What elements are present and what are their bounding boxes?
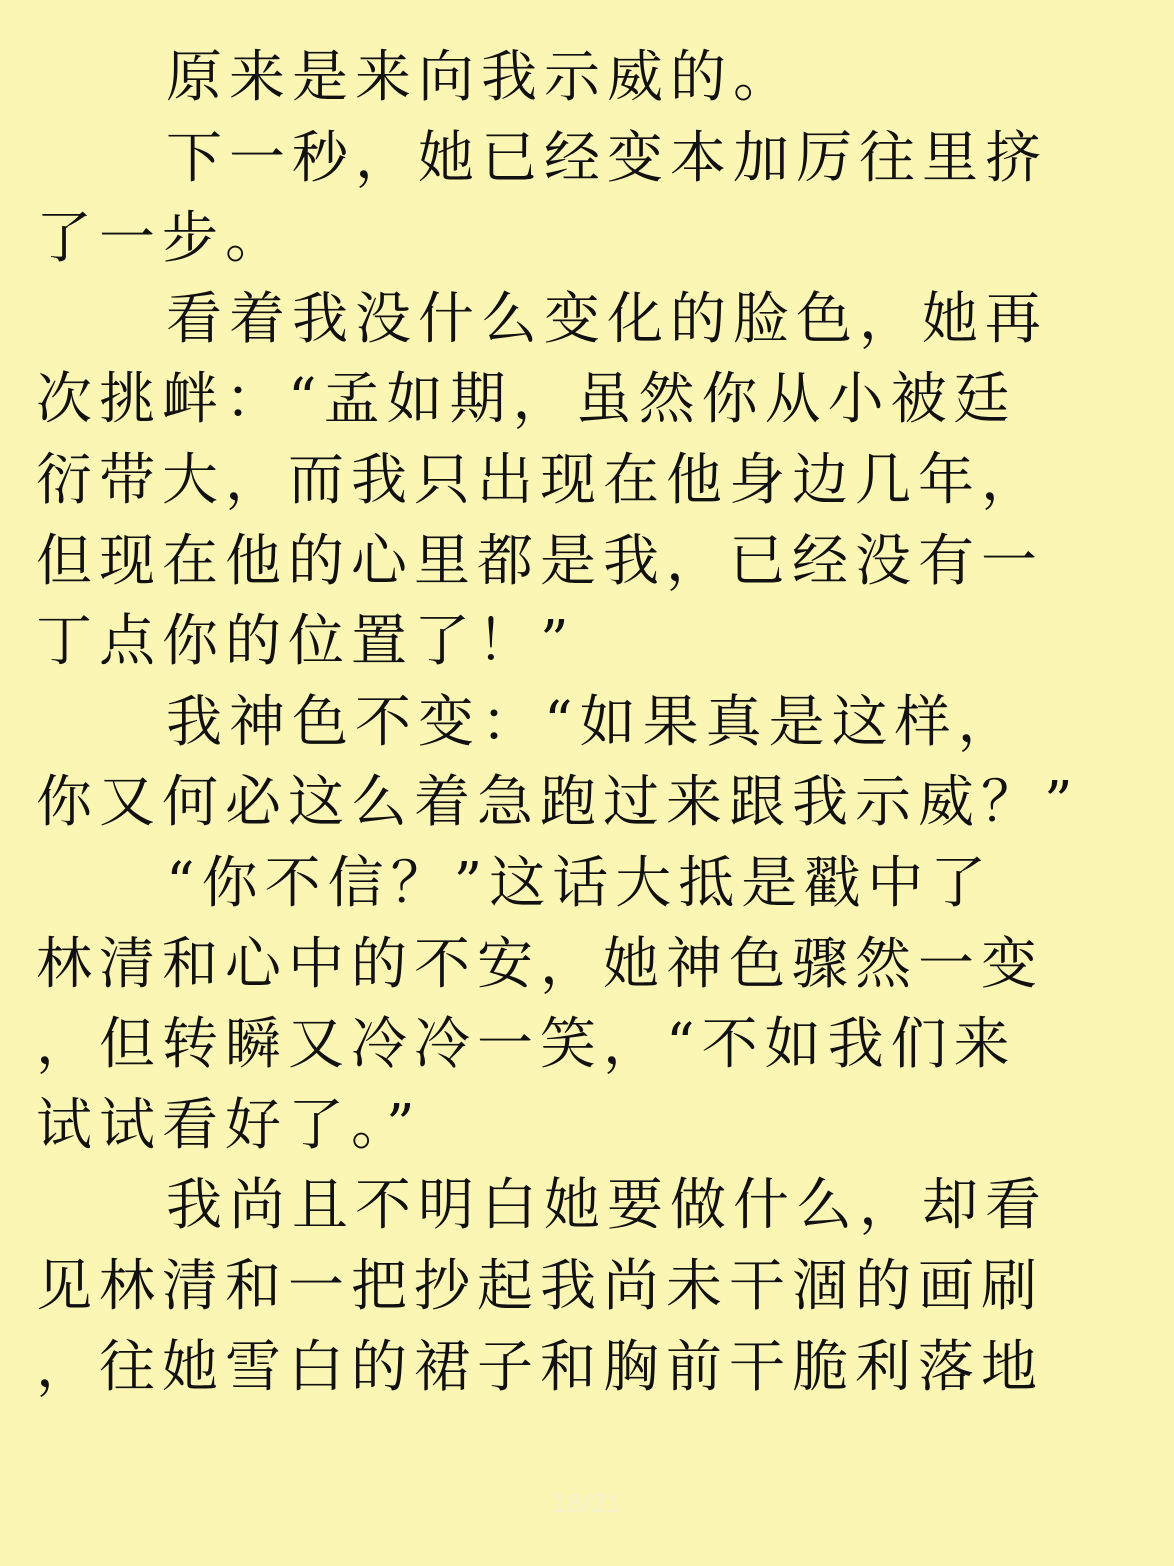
text-line: ，但转瞬又冷冷一笑，“不如我们来 <box>36 1012 1017 1078</box>
page-indicator: 18/21 <box>551 1488 623 1518</box>
text-line: 试试看好了。” <box>36 1092 422 1158</box>
text-line: 次挑衅：“孟如期，虽然你从小被廷 <box>36 367 1017 433</box>
text-line: 我尚且不明白她要做什么，却看 <box>166 1173 1048 1239</box>
novel-text <box>36 38 1146 1408</box>
text-line: 但现在他的心里都是我，已经没有一 <box>36 528 1044 594</box>
text-line: 原来是来向我示威的。 <box>166 45 796 110</box>
text-line: 丁点你的位置了！” <box>36 609 576 675</box>
text-line: 了一步。 <box>36 206 288 272</box>
text-line: “你不信？”这话大抵是戳中了 <box>166 850 994 916</box>
text-line: 你又何必这么着急跑过来跟我示威？” <box>36 770 1080 836</box>
text-line: 我神色不变：“如果真是这样， <box>166 689 1021 755</box>
text-line: 见林清和一把抄起我尚未干涸的画刷 <box>36 1253 1044 1319</box>
text-line: 衍带大，而我只出现在他身边几年， <box>36 447 1044 513</box>
text-line: ，往她雪白的裙子和胸前干脆利落地 <box>36 1334 1044 1400</box>
text-line: 下一秒，她已经变本加厉往里挤 <box>166 125 1048 191</box>
text-line: 看着我没什么变化的脸色，她再 <box>166 286 1048 352</box>
text-line: 林清和心中的不安，她神色骤然一变 <box>36 931 1044 997</box>
